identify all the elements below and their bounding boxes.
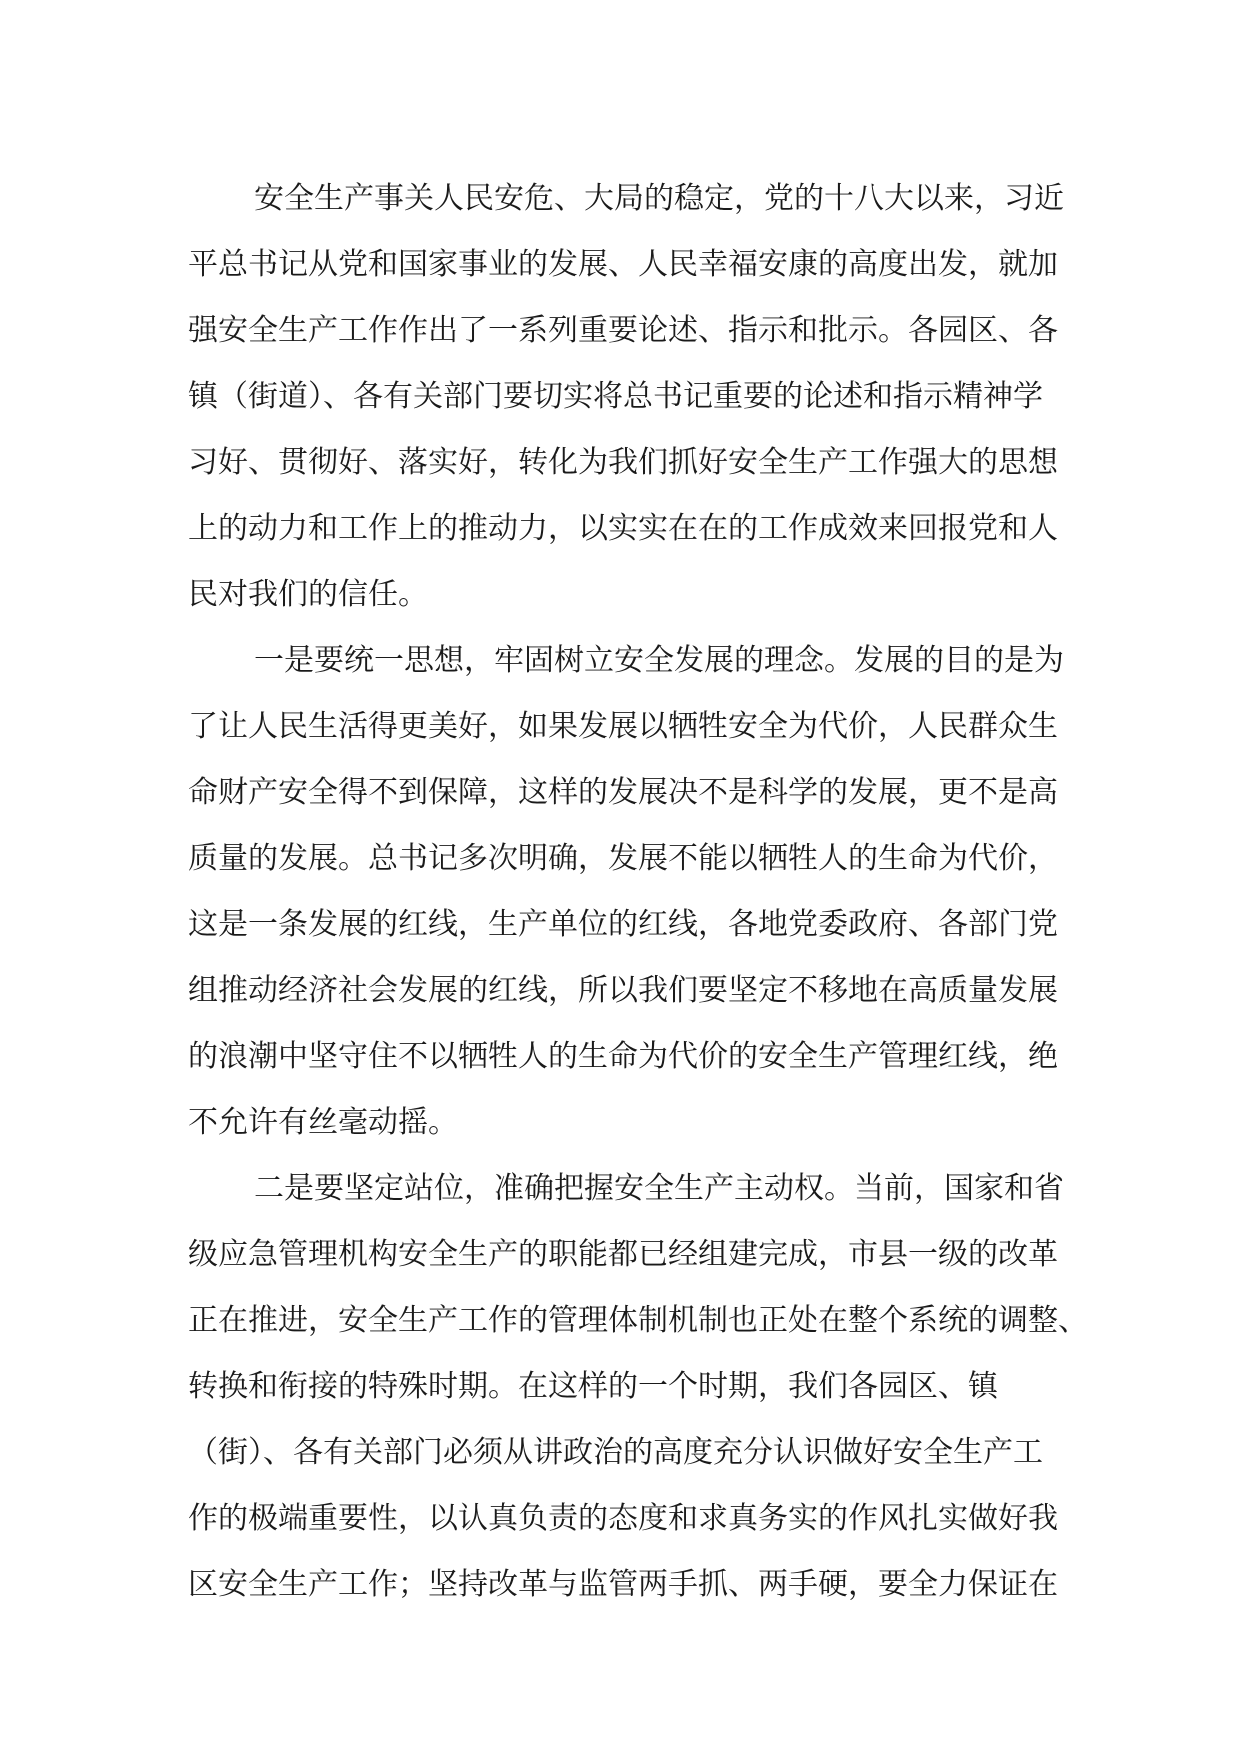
paragraph-line: 了让人民生活得更美好，如果发展以牺牲安全为代价，人民群众生 <box>188 709 1058 744</box>
paragraph-line: 的浪潮中坚守住不以牺牲人的生命为代价的安全生产管理红线，绝 <box>188 1039 1058 1074</box>
paragraph-line: 转换和衔接的特殊时期。在这样的一个时期，我们各园区、镇 <box>188 1369 998 1404</box>
paragraph-line: 作的极端重要性，以认真负责的态度和求真务实的作风扎实做好我 <box>188 1501 1058 1536</box>
paragraph-line: 这是一条发展的红线，生产单位的红线，各地党委政府、各部门党 <box>188 907 1058 942</box>
paragraph-line: 强安全生产工作作出了一系列重要论述、指示和批示。各园区、各 <box>188 313 1058 348</box>
paragraph <box>188 166 1064 628</box>
paragraph-line: 安全生产事关人民安危、大局的稳定，党的十八大以来，习近 <box>254 181 1064 216</box>
paragraph-line: 一是要统一思想，牢固树立安全发展的理念。发展的目的是为 <box>254 643 1064 678</box>
paragraph-line: 不允许有丝毫动摇。 <box>188 1105 458 1140</box>
paragraph-line: 质量的发展。总书记多次明确，发展不能以牺牲人的生命为代价， <box>188 841 1058 876</box>
paragraph-line: 镇（街道）、各有关部门要切实将总书记重要的论述和指示精神学 <box>188 379 1043 414</box>
paragraph-line: 民对我们的信任。 <box>188 577 428 612</box>
paragraph-line: 习好、贯彻好、落实好，转化为我们抓好安全生产工作强大的思想 <box>188 445 1058 480</box>
paragraph-line: 平总书记从党和国家事业的发展、人民幸福安康的高度出发，就加 <box>188 247 1058 282</box>
paragraph <box>188 628 1064 1156</box>
paragraph-line: 正在推进，安全生产工作的管理体制机制也正处在整个系统的调整、 <box>188 1303 1088 1338</box>
paragraph-line: 命财产安全得不到保障，这样的发展决不是科学的发展，更不是高 <box>188 775 1058 810</box>
paragraph-line: 级应急管理机构安全生产的职能都已经组建完成，市县一级的改革 <box>188 1237 1058 1272</box>
paragraph <box>188 1156 1088 1618</box>
document-body <box>188 166 1088 1618</box>
paragraph-line: 上的动力和工作上的推动力，以实实在在的工作成效来回报党和人 <box>188 511 1058 546</box>
paragraph-line: （街）、各有关部门必须从讲政治的高度充分认识做好安全生产工 <box>188 1435 1043 1470</box>
paragraph-line: 组推动经济社会发展的红线，所以我们要坚定不移地在高质量发展 <box>188 973 1058 1008</box>
paragraph-line: 二是要坚定站位，准确把握安全生产主动权。当前，国家和省 <box>254 1171 1064 1206</box>
paragraph-line: 区安全生产工作；坚持改革与监管两手抓、两手硬，要全力保证在 <box>188 1567 1058 1602</box>
